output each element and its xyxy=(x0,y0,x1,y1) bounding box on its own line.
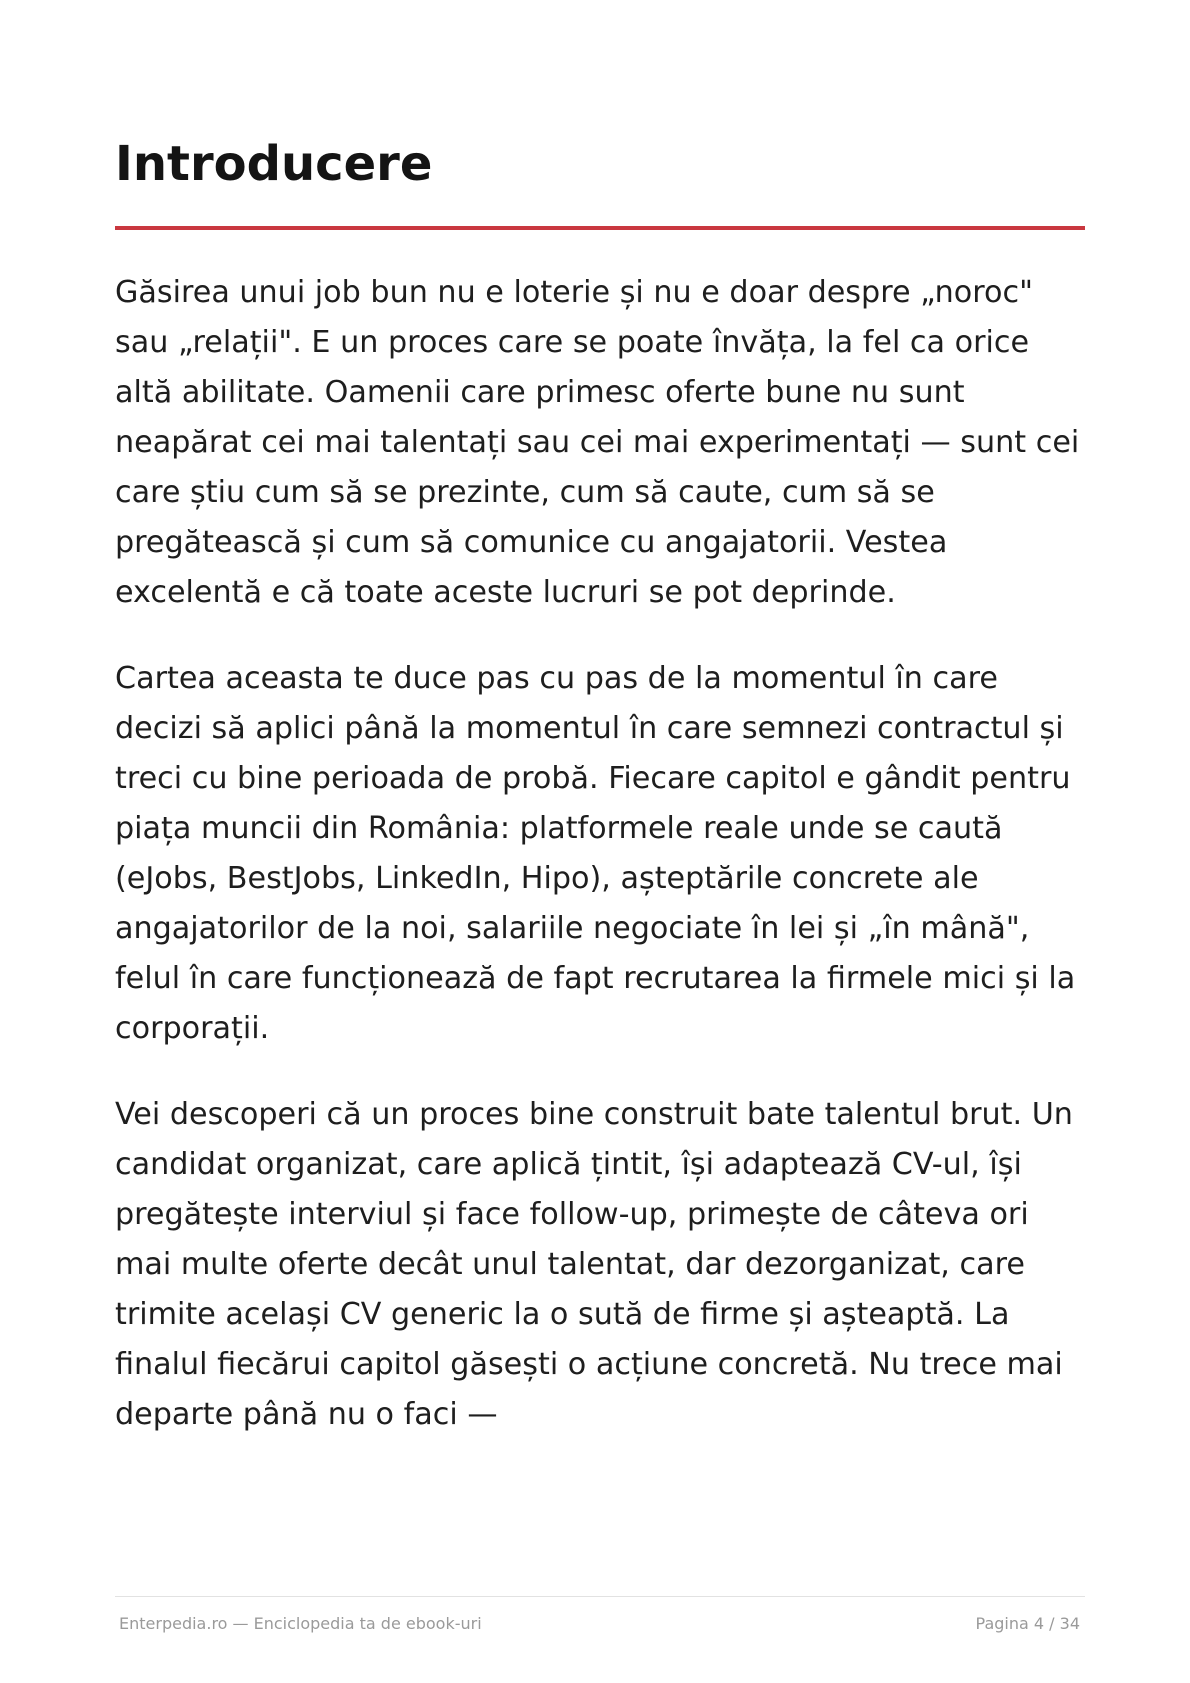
chapter-body xyxy=(115,268,1090,1476)
paragraph-1: Găsirea unui job bun nu e loterie și nu e doar despre „noroc" sau „relații". E un proces care se poate învăța, la fel ca orice altă abilitate. Oamenii care primesc oferte bune nu sunt neapărat cei mai talentați sau cei mai experimentați — sunt cei care știu cum să se prezinte, cum să caute, cum să se pregătească și cum să comunice cu angajatorii. Vestea excelentă e că toate aceste lucruri se pot deprinde. xyxy=(115,275,1080,610)
title-divider xyxy=(115,226,1085,230)
footer-site-credit: Enterpedia.ro — Enciclopedia ta de ebook-uri xyxy=(119,1614,482,1633)
footer-divider xyxy=(115,1596,1085,1597)
paragraph-2: Cartea aceasta te duce pas cu pas de la momentul în care decizi să aplici până la momentul în care semnezi contractul și treci cu bine perioada de probă. Fiecare capitol e gândit pentru piața muncii din România: platformele reale unde se caută (eJobs, BestJobs, LinkedIn, Hipo), așteptările concrete ale angajatorilor de la noi, salariile negociate în lei și „în mână", felul în care funcționează de fapt recrutarea la firmele mici și la corporații. xyxy=(115,661,1076,1046)
paragraph-3: Vei descoperi că un proces bine construit bate talentul brut. Un candidat organizat, care aplică țintit, își adaptează CV-ul, își pregătește interviul și face follow-up, primește de câteva ori mai multe oferte decât unul talentat, dar dezorganizat, care trimite același CV generic la o sută de firme și așteaptă. La finalul fiecărui capitol găsești o acțiune concretă. Nu trece mai departe până nu o faci — xyxy=(115,1097,1073,1432)
chapter-title: Introducere xyxy=(115,136,433,192)
ebook-page xyxy=(115,0,1085,1683)
page-number: Pagina 4 / 34 xyxy=(975,1614,1080,1633)
